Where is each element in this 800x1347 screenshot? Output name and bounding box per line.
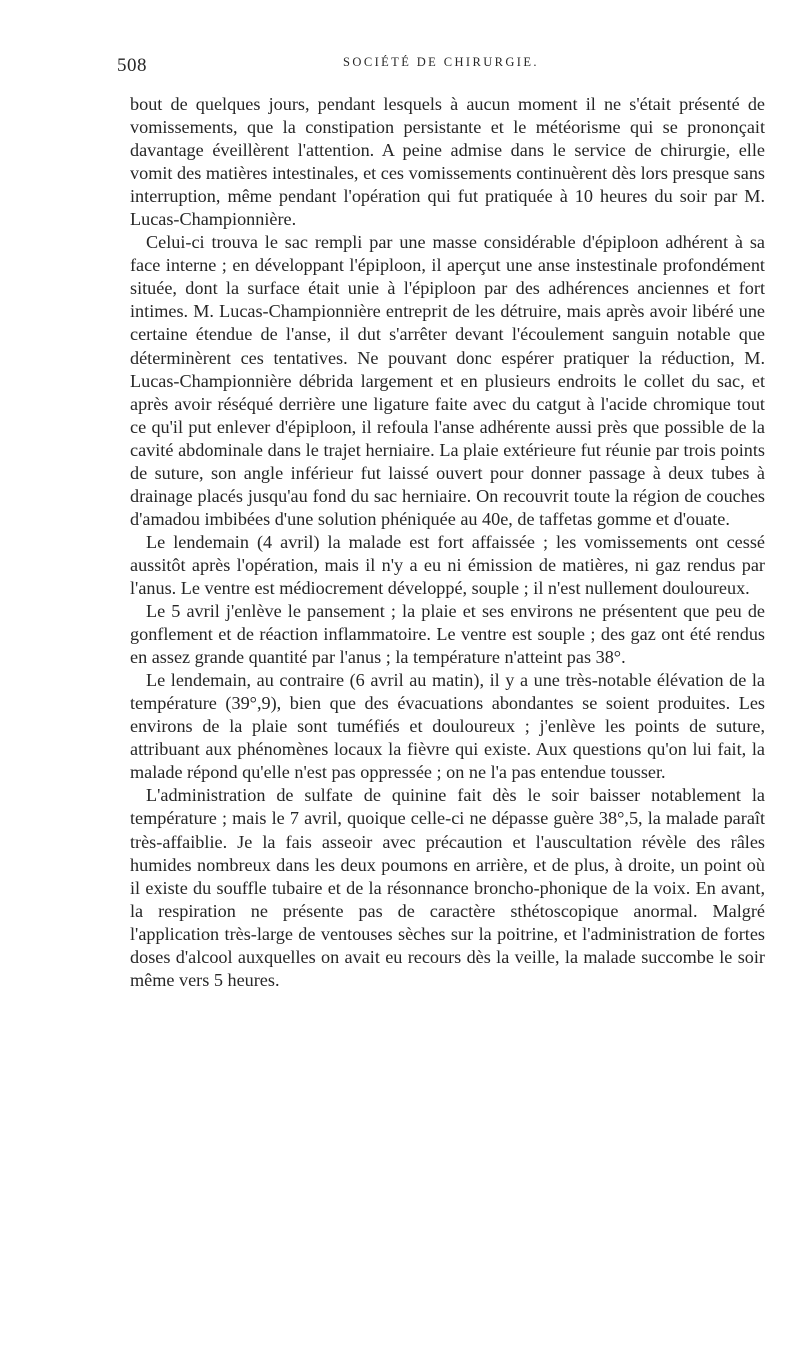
body-text bbox=[130, 93, 765, 992]
page-header bbox=[117, 55, 765, 79]
paragraph: Le lendemain (4 avril) la malade est fort affaissée ; les vomissements ont cessé aussitôt après l'opération, mais il n'y a eu ni émission de matières, ni gaz rendus par l'anus. Le ventre est médiocrement développé, souple ; il n'est nullement douloureux. bbox=[130, 531, 765, 598]
page-number: 508 bbox=[117, 55, 147, 76]
running-head: SOCIÉTÉ DE CHIRURGIE. bbox=[343, 55, 539, 69]
paragraph: bout de quelques jours, pendant lesquels à aucun moment il ne s'était présenté de vomissements, que la constipation persistante et le météorisme qui se prononçait davantage éveillèrent l'attention. A peine admise dans le service de chirurgie, elle vomit des matières intestinales, et ces vomissements continuèrent dès lors presque sans interruption, même pendant l'opération qui fut pratiquée à 10 heures du soir par M. Lucas-Championnière. bbox=[130, 94, 765, 230]
paragraph: L'administration de sulfate de quinine fait dès le soir baisser notablement la température ; mais le 7 avril, quoique celle-ci ne dépasse guère 38°,5, la malade paraît très-affaiblie. Je la fais asseoir avec précaution et l'auscultation révèle des râles humides nombreux dans les deux poumons en arrière, et de plus, à droite, un point où il existe du souffle tubaire et de la résonnance broncho-phonique de la voix. En avant, la respiration ne présente pas de caractère sthétoscopique anormal. Malgré l'application très-large de ventouses sèches sur la poitrine, et l'administration de fortes doses d'alcool auxquelles on avait eu recours dès la veille, la malade succombe le soir même vers 5 heures. bbox=[130, 785, 765, 990]
paragraph: Le 5 avril j'enlève le pansement ; la plaie et ses environs ne présentent que peu de gonflement et de réaction inflammatoire. Le ventre est souple ; des gaz ont été rendus en assez grande quantité par l'anus ; la température n'atteint pas 38°. bbox=[130, 601, 765, 668]
paragraph: Le lendemain, au contraire (6 avril au matin), il y a une très-notable élévation de la température (39°,9), bien que des évacuations abondantes se soient produites. Les environs de la plaie sont tuméfiés et douloureux ; j'enlève les points de suture, attribuant aux phénomènes locaux la fièvre qui existe. Aux questions qu'on lui fait, la malade répond qu'elle n'est pas oppressée ; on ne l'a pas entendue tousser. bbox=[130, 670, 765, 783]
paragraph: Celui-ci trouva le sac rempli par une masse considérable d'épiploon adhérent à sa face interne ; en développant l'épiploon, il aperçut une anse instestinale profondément située, dont la surface était unie à l'épiploon par des adhérences anciennes et fort intimes. M. Lucas-Championnière entreprit de les détruire, mais après avoir libéré une certaine étendue de l'anse, il dut s'arrêter devant l'écoulement sanguin notable que déterminèrent ces tentatives. Ne pouvant donc espérer pratiquer la réduction, M. Lucas-Championnière débrida largement et en plusieurs endroits le collet du sac, et après avoir réséqué derrière une ligature faite avec du catgut à l'acide chromique tout ce qu'il put enlever d'épiploon, il refoula l'anse adhérente aussi près que possible de la cavité abdominale dans le trajet herniaire. La plaie extérieure fut réunie par trois points de suture, son angle inférieur fut laissé ouvert pour donner passage à deux tubes à drainage placés jusqu'au fond du sac herniaire. On recouvrit toute la région de couches d'amadou imbibées d'une solution phéniquée au 40e, de taffetas gomme et d'ouate. bbox=[130, 232, 765, 529]
